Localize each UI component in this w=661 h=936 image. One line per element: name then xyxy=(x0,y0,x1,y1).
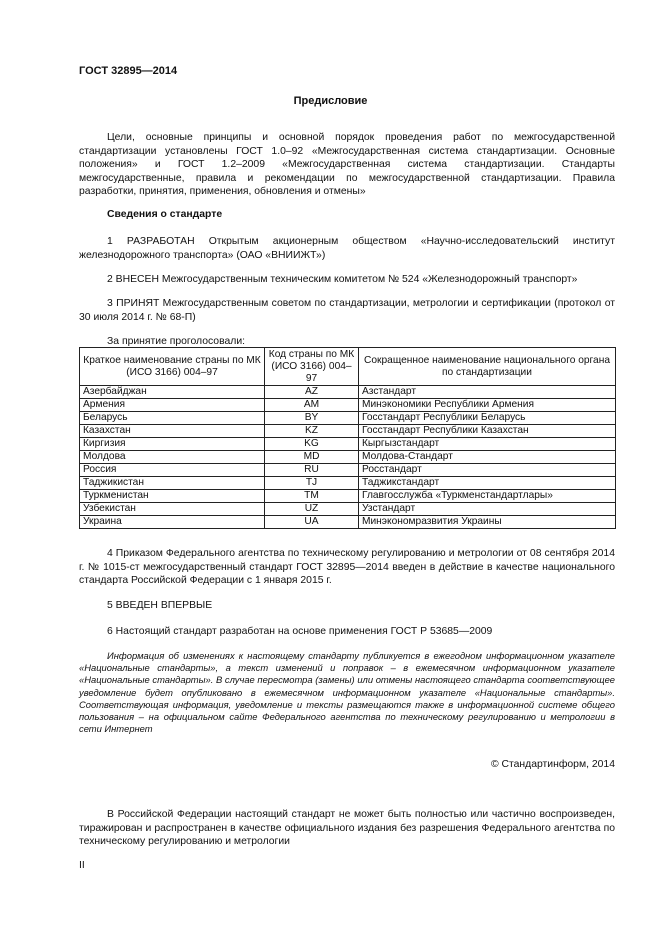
header-country-name: Краткое наименование страны по МК (ИСО 3166) 004–97 xyxy=(80,348,265,386)
table-row xyxy=(80,399,616,412)
table-row xyxy=(80,451,616,464)
info-item-4: 4 Приказом Федерального агентства по техническому регулированию и метрологии от 08 сентября 2014 г. № 1015-ст межгосударственный стандарт ГОСТ 32895—2014 введен в действие в качестве национального стандарта Российской Федерации с 1 января 2015 г. xyxy=(79,548,615,587)
info-item-1: 1 РАЗРАБОТАН Открытым акционерным обществом «Научно-исследовательский институт железнодорожного транспорта» (ОАО «ВНИИЖТ») xyxy=(79,236,615,261)
country-name: Казахстан xyxy=(80,425,265,438)
country-code: KZ xyxy=(265,425,359,438)
table-row xyxy=(80,464,616,477)
country-name: Беларусь xyxy=(80,412,265,425)
standard-info-heading: Сведения о стандарте xyxy=(107,209,223,220)
country-code: BY xyxy=(265,412,359,425)
country-name: Армения xyxy=(80,399,265,412)
table-row xyxy=(80,516,616,529)
table-row xyxy=(80,386,616,399)
standards-body: Госстандарт Республики Казахстан xyxy=(359,425,616,438)
country-name: Азербайджан xyxy=(80,386,265,399)
standards-body: Росстандарт xyxy=(359,464,616,477)
country-code: MD xyxy=(265,451,359,464)
country-code: KG xyxy=(265,438,359,451)
table-row xyxy=(80,503,616,516)
country-name: Узбекистан xyxy=(80,503,265,516)
standards-body: Кыргызстандарт xyxy=(359,438,616,451)
standards-body: Госстандарт Республики Беларусь xyxy=(359,412,616,425)
info-item-2: 2 ВНЕСЕН Межгосударственным техническим комитетом № 524 «Железнодорожный транспорт» xyxy=(107,274,578,285)
page-number: II xyxy=(79,860,85,871)
country-code: AZ xyxy=(265,386,359,399)
table-row xyxy=(80,412,616,425)
country-code: UA xyxy=(265,516,359,529)
table-row xyxy=(80,477,616,490)
country-name: Россия xyxy=(80,464,265,477)
standards-body: Молдова-Стандарт xyxy=(359,451,616,464)
standards-body: Узстандарт xyxy=(359,503,616,516)
country-code: UZ xyxy=(265,503,359,516)
standards-body: Минэкономики Республики Армения xyxy=(359,399,616,412)
preface-intro: Цели, основные принципы и основной порядок проведения работ по межгосударственной стандартизации установлены ГОСТ 1.0–92 «Межгосударственная система стандартизации. Основные положения» и ГОСТ 1.2–2009 «Межгосударственная система стандартизации. Стандарты межгосударственные, правила и рекомендации по межгосударственной стандартизации. Правила разработки, принятия, применения, обновления и отмены» xyxy=(79,132,615,198)
vote-label: За принятие проголосовали: xyxy=(107,336,246,347)
country-name: Таджикистан xyxy=(80,477,265,490)
table-row xyxy=(80,490,616,503)
copyright: © Стандартинформ, 2014 xyxy=(490,759,615,770)
info-item-5: 5 ВВЕДЕН ВПЕРВЫЕ xyxy=(107,600,213,611)
voting-table xyxy=(79,347,616,529)
standards-body: Таджикстандарт xyxy=(359,477,616,490)
country-code: RU xyxy=(265,464,359,477)
table-row xyxy=(80,438,616,451)
standards-body: Главгосслужба «Туркменстандартлары» xyxy=(359,490,616,503)
reproduction-notice: В Российской Федерации настоящий стандарт не может быть полностью или частично воспроизведен, тиражирован и распространен в качестве официального издания без разрешения Федерального агентства по техническому регулированию и метрологии xyxy=(79,809,615,848)
change-notice: Информация об изменениях к настоящему стандарту публикуется в ежегодном информационном указателе «Национальные стандарты», а текст изменений и поправок – в ежемесячном информационном указателе «Национальные стандарты». В случае пересмотра (замены) или отмены настоящего стандарта соответствующее уведомление будет опубликовано в ежемесячном информационном указателе «Национальные стандарты». Соответствующая информация, уведомление и тексты размещаются также в информационной системе общего пользования – на официальном сайте Федерального агентства по техническому регулированию и метрологии в сети Интернет xyxy=(79,650,615,735)
country-name: Молдова xyxy=(80,451,265,464)
country-name: Киргизия xyxy=(80,438,265,451)
country-code: TJ xyxy=(265,477,359,490)
info-item-6: 6 Настоящий стандарт разработан на основе применения ГОСТ Р 53685—2009 xyxy=(107,626,493,637)
header-country-code: Код страны по МК (ИСО 3166) 004–97 xyxy=(265,348,359,386)
header-standards-body: Сокращенное наименование национального органа по стандартизации xyxy=(359,348,616,386)
country-name: Украина xyxy=(80,516,265,529)
standards-body: Минэкономразвития Украины xyxy=(359,516,616,529)
standards-body: Азстандарт xyxy=(359,386,616,399)
info-item-3: 3 ПРИНЯТ Межгосударственным советом по стандартизации, метрологии и сертификации (протокол от 30 июля 2014 г. № 68-П) xyxy=(79,298,615,323)
country-code: TM xyxy=(265,490,359,503)
country-code: AM xyxy=(265,399,359,412)
preface-title: Предисловие xyxy=(293,95,368,107)
country-name: Туркменистан xyxy=(80,490,265,503)
table-row xyxy=(80,425,616,438)
table-header-row xyxy=(80,348,616,386)
document-code: ГОСТ 32895—2014 xyxy=(79,65,178,77)
